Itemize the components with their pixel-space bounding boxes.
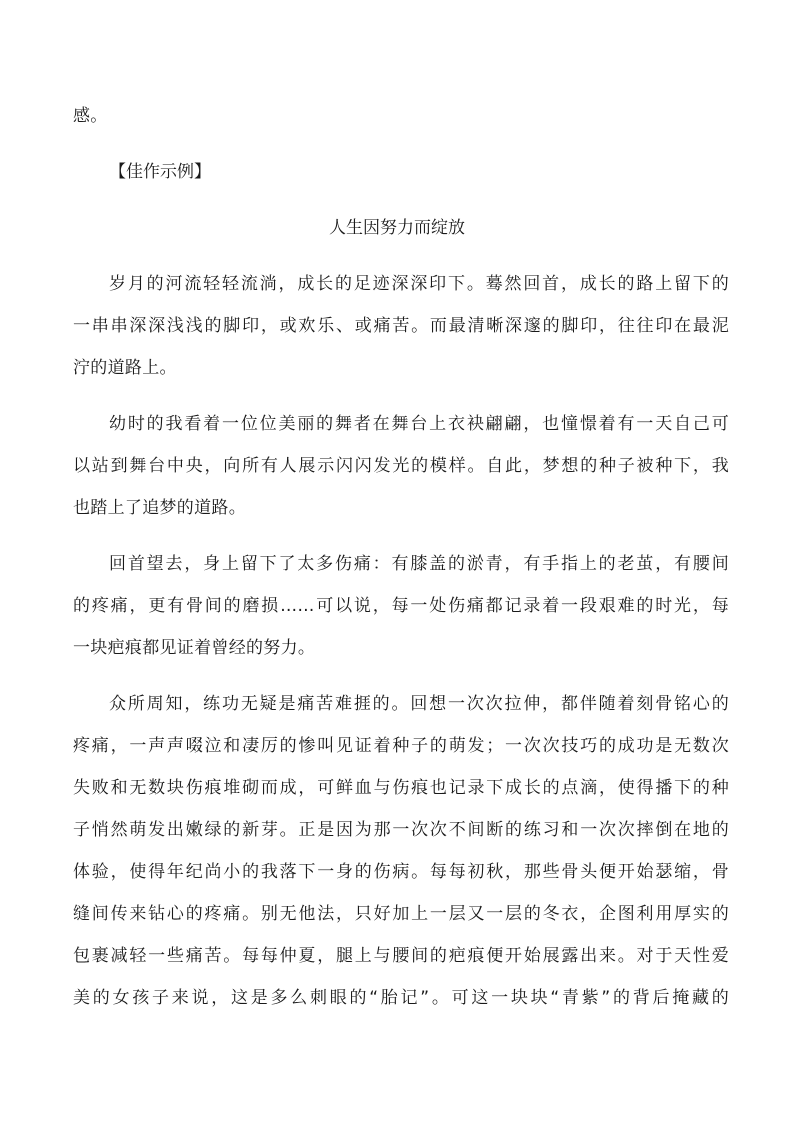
paragraph-line: 一串串深深浅浅的脚印，或欢乐、或痛苦。而最清晰深邃的脚印，往往印在最泥 [73,316,729,336]
paragraph-line: 缝间传来钻心的疼痛。别无他法，只好加上一层又一层的冬衣，企图利用厚实的 [73,904,729,924]
paragraph-line: 众所周知，练功无疑是痛苦难捱的。回想一次次拉伸，都伴随着刻骨铭心的 [109,694,729,714]
paragraph-line: 美的女孩子来说，这是多么刺眼的“胎记”。可这一块块“青紫”的背后掩藏的 [73,988,729,1008]
paragraph-line: 幼时的我看着一位位美丽的舞者在舞台上衣袂翩翩，也憧憬着有一天自己可 [109,414,729,434]
paragraph-line: 以站到舞台中央，向所有人展示闪闪发光的模样。自此，梦想的种子被种下，我 [73,456,729,476]
paragraph-line: 的疼痛，更有骨间的磨损……可以说，每一处伤痛都记录着一段艰难的时光，每 [73,596,729,616]
paragraph-line: 体验，使得年纪尚小的我落下一身的伤病。每每初秋，那些骨头便开始瑟缩，骨 [73,862,729,882]
paragraph-line: 疼痛，一声声啜泣和凄厉的惨叫见证着种子的萌发；一次次技巧的成功是无数次 [73,736,729,756]
continuation-text: 感。 [73,106,108,126]
paragraph-line: 回首望去，身上留下了太多伤痛：有膝盖的淤青，有手指上的老茧，有腰间 [109,554,729,574]
paragraph-line: 泞的道路上。 [73,358,177,378]
paragraph-line: 岁月的河流轻轻流淌，成长的足迹深深印下。蓦然回首，成长的路上留下的 [109,274,729,294]
paragraph-line: 也踏上了追梦的道路。 [73,498,246,518]
paragraph-line: 包裹减轻一些痛苦。每每仲夏，腿上与腰间的疤痕便开始展露出来。对于天性爱 [73,946,729,966]
section-heading: 【佳作示例】 [109,162,211,182]
essay-title: 人生因努力而绽放 [329,218,465,238]
paragraph-line: 子悄然萌发出嫩绿的新芽。正是因为那一次次不间断的练习和一次次摔倒在地的 [73,820,729,840]
paragraph-line: 一块疤痕都见证着曾经的努力。 [73,638,316,658]
paragraph-line: 失败和无数块伤痕堆砌而成，可鲜血与伤痕也记录下成长的点滴，使得播下的种 [73,778,729,798]
